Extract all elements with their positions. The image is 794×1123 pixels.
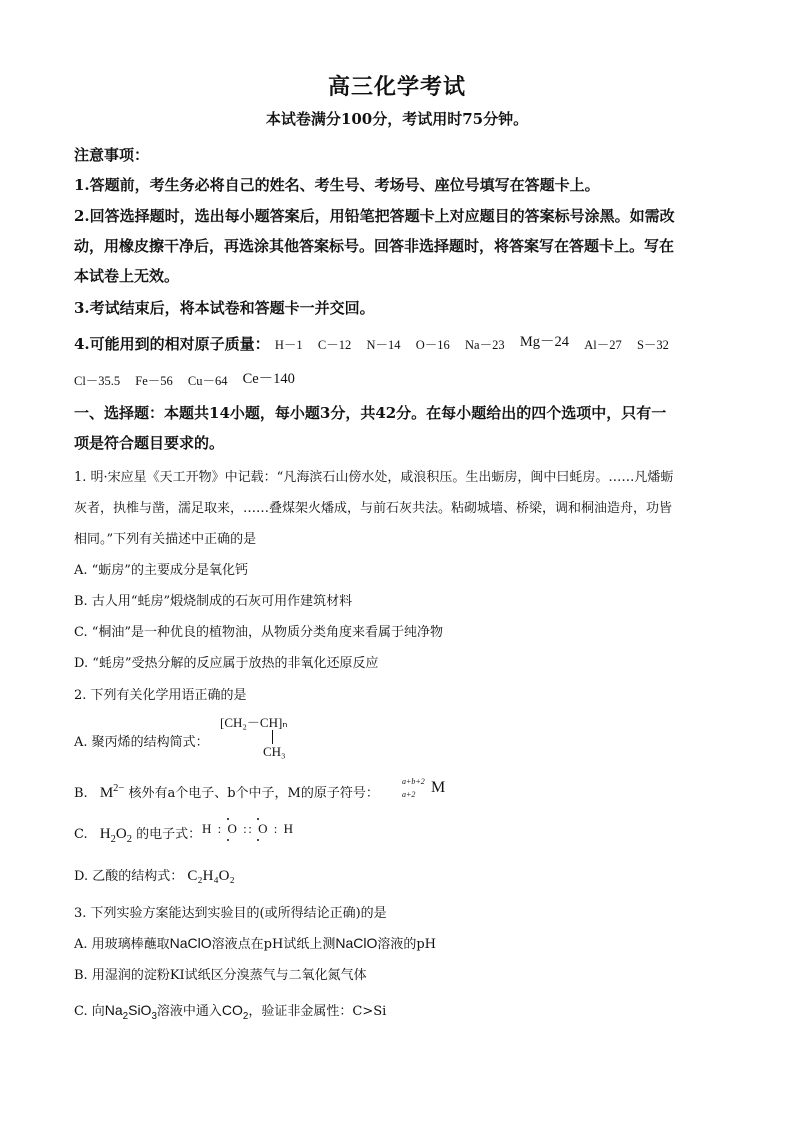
q2-option-b-text: 核外有a个电子、b个中子，M的原子符号： [128,786,379,801]
h2o2-electron-dot [202,820,295,848]
notice-item-2-line-2: 动，用橡皮擦干净后，再选涂其他答案标号。回答非选择题时，将答案写在答题卡上。写在 [74,237,675,255]
mass-o: O－16 [415,338,450,352]
q3-option-a-post: 溶液的pH [377,937,437,952]
mass-h: H－1 [274,338,303,352]
m-ion-charge: 2− [113,783,125,794]
iso-atomic-number: a+2 [402,790,416,799]
q2-option-b-label: B. [74,786,88,801]
iso-mass-number: a+b+2 [402,777,425,786]
q2-option-a-label: A. 聚丙烯的结构简式： [74,735,209,750]
q2-option-b [74,782,379,802]
mass-mg: Mg－24 [519,334,569,350]
atomic-mass-row-2 [74,369,305,390]
q3-stem: 3. 下列实验方案能达到实验目的(或所得结论正确)的是 [74,906,387,921]
notice-item-1: 1.答题前，考生务必将自己的姓名、考生号、考场号、座位号填写在答题卡上。 [74,176,600,194]
q2-option-c [74,823,201,843]
naclo-formula: NaClO [169,935,212,951]
q3-option-a-mid: 溶液点在pH试纸上测 [211,937,336,952]
q2-option-d [74,865,235,885]
mass-n: N－14 [366,338,401,352]
lone-pair-dot [257,818,259,820]
q3-option-a-pre: A. 用玻璃棒蘸取 [74,937,170,952]
m-ion-symbol: M [99,785,114,801]
notice-item-2-line-1: 2.回答选择题时，选出每小题答案后，用铅笔把答题卡上对应题目的答案标号涂黑。如需改 [74,207,675,225]
acetic-acid-formula: C₂H₄O₂ [187,868,235,884]
mass-s: S－32 [636,338,669,352]
lone-pair-dot [227,818,229,820]
lone-pair-dot [227,839,229,841]
q3-option-c [74,1000,387,1022]
branch-bond [272,730,273,744]
mass-al: Al－27 [584,338,622,352]
section-1-heading-line-1: 一、选择题：本题共14小题，每小题3分，共42分。在每小题给出的四个选项中，只有一 [74,404,667,422]
m-ion [100,785,125,801]
h2o2-formula: $H_2O_2$ [99,826,132,845]
mass-na: Na－23 [465,338,505,352]
q1-stem-line-3: 相同。”下列有关描述中正确的是 [74,532,257,547]
mass-cl: Cl－35.5 [74,374,121,388]
q2-option-c-text: 的电子式： [136,827,202,842]
q2-option-d-label: D. 乙酸的结构式： [74,869,184,884]
q3-option-c-pre: C. 向 [74,1004,105,1019]
polypropylene-backbone: [CH₂－CH]ₙ [220,715,288,730]
notice-item-2-line-3: 本试卷上无效。 [74,267,180,285]
q3-option-b: B. 用湿润的淀粉KI试纸区分溴蒸气与二氧化氮气体 [74,968,367,983]
q3-option-a [74,933,436,952]
electron-dot-formula: H : O :: O : H [202,821,295,836]
q1-stem-line-1: 1. 明·宋应星《天工开物》中记载：“凡海滨石山傍水处，咸浪积压。生出蛎房，闽中曰蚝房。……凡燔蛎 [74,470,674,485]
naclo-formula: NaClO [335,935,378,951]
q3-option-c-post: ，验证非金属性：C>Si [248,1004,387,1019]
mass-fe: Fe－56 [135,374,173,388]
notice-heading: 注意事项： [74,146,150,164]
q1-option-c: C. “桐油”是一种优良的植物油，从物质分类角度来看属于纯净物 [74,625,444,640]
q1-stem-line-2: 灰者，执椎与凿，濡足取来，……叠煤架火燔成，与前石灰共法。粘砌城墙、桥梁，调和桐油造舟，功皆 [74,501,673,516]
notice-item-3: 3.考试结束后，将本试卷和答题卡一并交回。 [74,299,375,317]
co2-formula: $CO_2$ [221,1002,249,1022]
methyl-branch: CH₃ [263,744,286,759]
mass-c: C－12 [317,338,352,352]
iso-element: M [431,779,446,796]
q2-option-c-label: C. [74,827,88,842]
q1-option-b: B. 古人用“蚝房”煅烧制成的石灰可用作建筑材料 [74,594,353,609]
polypropylene-structure [220,712,340,764]
lone-pair-dot [257,839,259,841]
q1-option-d: D. “蚝房”受热分解的反应属于放热的非氧化还原反应 [74,656,379,671]
notice-item-4 [74,333,679,354]
section-1-heading-line-2: 项是符合题目要求的。 [74,434,225,452]
mass-cu: Cu－64 [187,374,228,388]
q2-stem: 2. 下列有关化学用语正确的是 [74,688,247,703]
na2sio3-formula: $Na_2SiO_3$ [104,1002,157,1022]
atomic-mass-label: 4.可能用到的相对原子质量： [74,335,270,353]
mass-ce: Ce－140 [242,371,295,387]
m-isotope-symbol [402,777,462,805]
page-title: 高三化学考试 [327,74,466,100]
exam-subtitle: 本试卷满分100分，考试用时75分钟。 [265,110,529,128]
q1-option-a: A. “蛎房”的主要成分是氧化钙 [74,563,248,578]
q3-option-c-mid: 溶液中通入 [156,1004,222,1019]
